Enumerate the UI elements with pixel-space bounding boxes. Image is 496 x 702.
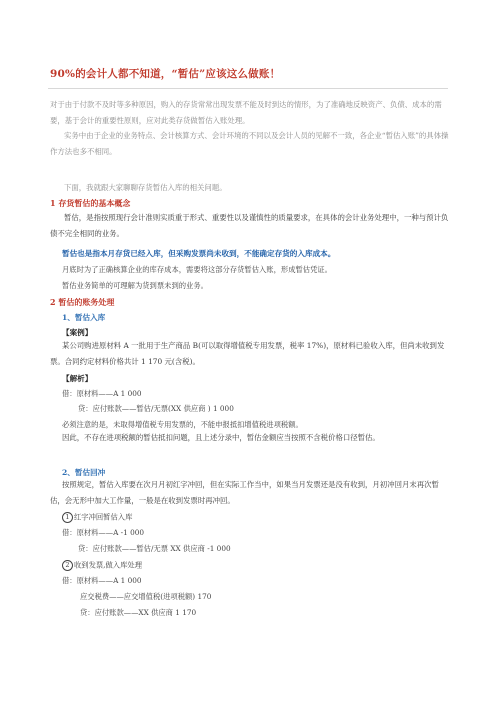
case-label: 【案例】 xyxy=(62,328,93,337)
step-2-number: 2 xyxy=(62,560,73,571)
section-1-heading: 1 存货暂估的基本概念 xyxy=(50,198,131,208)
step-1 xyxy=(62,512,132,523)
analysis-label: 【解析】 xyxy=(62,374,93,383)
journal-3-credit: 贷：应付账款——XX 供应商 1 170 xyxy=(80,608,197,617)
journal-1-debit: 借：原材料——A 1 000 xyxy=(62,389,142,398)
subsection-2-heading: 2、暂估回冲 xyxy=(62,468,106,477)
journal-1-credit: 贷：应付账款——暂估/无票(XX 供应商 ) 1 000 xyxy=(78,404,234,413)
intro-paragraph-1: 对于由于付款不及时等多种原因，购入的存货常常出现发票不能及时到达的情形，为了准确地反映资产、负债、成本的需要，基于会计的重要性原则，应对此类存货做暂估入账处理。 xyxy=(50,100,442,125)
journal-3-debit: 借：原材料——A 1 000 xyxy=(62,576,142,585)
journal-2-credit: 贷：应付账款——暂估/无票 XX 供应商 -1 000 xyxy=(78,544,231,553)
journal-3-tax: 应交税费——应交增值税(进项税额) 170 xyxy=(80,592,212,601)
case-text: 某公司购进原材料 A 一批用于生产商品 B(可以取得增值税专用发票，税率 17%)，原材料已验收入库，但尚未收到发票。合同约定材料价格共计 1 170 元(含税)。 xyxy=(50,341,445,366)
intro-paragraph-3: 下面，我就跟大家聊聊存货暂估入库的相关问题。 xyxy=(64,183,227,192)
step-1-number: 1 xyxy=(62,512,73,523)
step-1-label: 红字冲回暂估入库 xyxy=(74,512,133,522)
intro-paragraph-2: 实务中由于企业的业务特点、会计核算方式、会计环境的不同以及会计人员的见解不一致，各企业“暂估入账”的具体操作方法也多不相同。 xyxy=(50,131,449,156)
subsection-1-heading: 1、暂估入库 xyxy=(62,313,106,322)
step-2-label: 收到发票,做入库处理 xyxy=(74,560,142,570)
section-2-heading: 2 暂估的账务处理 xyxy=(50,297,115,307)
reverse-text: 按照规定，暂估入库要在次月月初红字冲回，但在实际工作当中，如果当月发票还是没有收到，月初冲回月末再次暂估，会无形中加大工作量，一般是在收到发票时再冲回。 xyxy=(50,480,439,505)
note-1: 必须注意的是，未取得增值税专用发票的，不能申报抵扣增值税进项税额。 xyxy=(62,420,303,429)
step-2 xyxy=(62,560,142,571)
section-1-paragraph-1: 暂估，是指按照现行会计准则实质重于形式、重要性以及谨慎性的质量要求，在具体的会计业务处理中，一种与预计负债不完全相同的业务。 xyxy=(50,213,449,238)
article-title: 90%的会计人都不知道，“暂估”应该这么做账！ xyxy=(50,68,281,80)
section-1-paragraph-3: 暂估业务简单的可理解为货到票未到的业务。 xyxy=(62,281,208,290)
section-1-emphasis: 暂估也是指本月存货已经入库，但采购发票尚未收到，不能确定存货的入库成本。 xyxy=(62,249,336,258)
note-2: 因此，不存在进项税额的暂估抵扣问题，且上述分录中，暂估金额应当按照不含税价格口径暂估。 xyxy=(62,433,380,442)
section-1-paragraph-2: 月底时为了正确核算企业的库存成本，需要将这部分存货暂估入账，形成暂估凭证。 xyxy=(62,265,332,274)
title-divider xyxy=(48,88,448,89)
journal-2-debit: 借：原材料——A -1 000 xyxy=(62,528,145,537)
